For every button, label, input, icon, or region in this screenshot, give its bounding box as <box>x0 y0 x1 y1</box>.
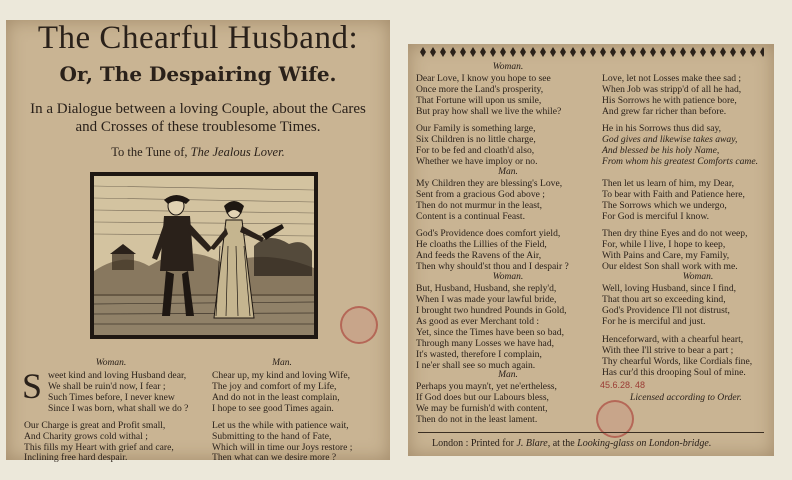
woman-verse-2-line-4: Inclining free hard despair. <box>24 452 128 463</box>
drop-cap: S <box>22 366 43 406</box>
imprint-prefix: London : Printed for <box>432 438 514 449</box>
col2-s5-line-2: That thou art so exceeding kind, <box>602 294 726 305</box>
col1-s5-line-2: When I was made your lawful bride, <box>416 294 557 305</box>
col1-s4-line-3: And feeds the Ravens of the Air, <box>416 250 542 261</box>
shelfmark-annotation: 45.6.28. 48 <box>600 380 646 390</box>
col1-s6-line-2: If God does but our Labours bless, <box>416 392 549 403</box>
col1-speaker-man-2: Man. <box>498 370 518 380</box>
col1-s3-line-2: Sent from a gracious God above ; <box>416 189 545 200</box>
col2-s1-line-2: When Job was stripp'd of all he had, <box>602 84 742 95</box>
broadside-left-sheet <box>6 20 390 463</box>
col1-s4-line-4: Then why should'st thou and I despair ? <box>416 261 569 272</box>
col1-s6-line-3: We may be furnish'd with content, <box>416 403 548 414</box>
col2-s4-line-3: With Pains and Care, my Family, <box>602 250 730 261</box>
man-verse-2-line-3: Which will in time our Joys restore ; <box>212 442 353 453</box>
broadside-right-sheet <box>408 44 774 456</box>
imprint-shop: Looking-glass <box>577 438 634 449</box>
col1-s5-line-5: Yet, since the Times have been so bad, <box>416 327 564 338</box>
col1-s4-line-2: He cloaths the Lillies of the Field, <box>416 239 547 250</box>
col2-s3-line-3: The Sorrows which we undergo, <box>602 200 727 211</box>
col1-s5-line-7: It's wasted, therefore I complain, <box>416 349 542 360</box>
imprint-suffix: on London-bridge. <box>636 438 712 449</box>
woman-verse-1-line-4: Since I was born, what shall we do ? <box>48 403 189 414</box>
col1-s3-line-3: Then do not murmur in the least, <box>416 200 543 211</box>
tune-line <box>6 145 390 160</box>
col2-s5-line-1: Well, loving Husband, since I find, <box>602 283 737 294</box>
col1-s6-line-1: Perhaps you mayn't, yet ne'ertheless, <box>416 381 557 392</box>
col2-s6-line-3: Thy chearful Words, like Cordials fine, <box>602 356 753 367</box>
ballad-title: The Chearful Husband: <box>37 20 359 56</box>
col1-s5-line-4: As good as ever Merchant told : <box>416 316 540 327</box>
man-verse-1-line-1: Chear up, my kind and loving Wife, <box>212 370 350 381</box>
col1-s3-line-1: My Children they are blessing's Love, <box>416 178 563 189</box>
woman-verse-2-line-2: And Charity grows cold withal ; <box>24 431 148 442</box>
woman-verse-2-line-3: This fills my Heart with grief and care, <box>24 442 174 453</box>
col2-s1-line-1: Love, let not Losses make thee sad ; <box>602 73 742 84</box>
ballad-subtitle: Or, The Despairing Wife. <box>59 62 337 86</box>
col2-s6-line-2: With thee I'll strive to bear a part ; <box>602 345 734 356</box>
description-line-1: In a Dialogue between a loving Couple, about the Cares <box>30 101 366 117</box>
col2-s1-line-4: And grew far richer than before. <box>602 106 727 117</box>
tune-prefix: To the Tune of, <box>111 145 188 159</box>
col1-s2-line-2: Six Children is no little charge, <box>416 134 536 145</box>
col1-speaker-man-1: Man. <box>498 167 518 177</box>
col2-s1-line-3: His Sorrows he with patience bore, <box>602 95 737 106</box>
col1-s5-line-6: Through many Losses we have had, <box>416 338 555 349</box>
man-verse-1-line-2: The joy and comfort of my Life, <box>212 381 337 392</box>
col2-s3-line-2: To bear with Faith and Patience here, <box>602 189 745 200</box>
col1-s2-line-1: Our Family is something large, <box>416 123 536 134</box>
man-verse-2-line-2: Submitting to the hand of Fate, <box>212 431 332 442</box>
col2-s5-line-3: God's Providence I'll not distrust, <box>602 305 730 316</box>
col2-s5-line-4: For he is merciful and just. <box>602 316 706 327</box>
col2-s3-line-4: For God is merciful I know. <box>602 211 710 222</box>
col2-s3-line-1: Then let us learn of him, my Dear, <box>602 178 735 189</box>
col2-s4-line-4: Our eldest Son shall work with me. <box>602 261 738 272</box>
col1-s4-line-1: God's Providence does comfort yield, <box>416 228 561 239</box>
tune-name: The Jealous Lover. <box>190 145 285 159</box>
col2-s6-line-1: Henceforward, with a chearful heart, <box>602 334 744 345</box>
ornamental-border <box>418 46 764 58</box>
col1-speaker-woman-2: Woman. <box>492 272 524 282</box>
fleuron-border-icon <box>418 46 764 58</box>
woman-verse-2-line-1: Our Charge is great and Profit small, <box>24 420 166 431</box>
library-stamp <box>340 306 378 344</box>
man-verse-1-line-3: And do not in the least complain, <box>212 392 340 403</box>
woman-verse-1-line-1: weet kind and loving Husband dear, <box>48 370 187 381</box>
col1-s1-line-1: Dear Love, I know you hope to see <box>416 73 551 84</box>
man-verse-2-line-4: Then what can we desire more ? <box>212 452 337 463</box>
col2-s2-line-3: And blessed be his holy Name, <box>602 145 720 156</box>
speaker-woman-label: Woman. <box>95 358 127 368</box>
col1-s5-line-3: I brought two hundred Pounds in Gold, <box>416 305 567 316</box>
col1-s2-line-4: Whether we have imploy or no. <box>416 156 538 167</box>
speaker-man-label: Man. <box>272 358 292 368</box>
col2-s6-line-4: Has cur'd this drooping Soul of mine. <box>602 367 746 378</box>
col1-s1-line-2: Once more the Land's prosperity, <box>416 84 544 95</box>
col1-s3-line-4: Content is a continual Feast. <box>416 211 525 222</box>
col1-s1-line-4: But pray how shall we live the while? <box>416 106 562 117</box>
col2-speaker-woman: Woman. <box>682 272 714 282</box>
col1-speaker-woman-1: Woman. <box>492 62 524 72</box>
col2-s2-line-2: God gives and likewise takes away, <box>602 134 738 145</box>
woman-verse-1-line-3: Such Times before, I never knew <box>48 392 175 403</box>
col1-s6-line-4: Then do not in the least lament. <box>416 414 538 425</box>
imprint-mid: at the <box>552 438 575 449</box>
col2-s2-line-1: He in his Sorrows thus did say, <box>602 123 722 134</box>
woodcut-couple-image <box>94 176 314 335</box>
col1-s5-line-1: But, Husband, Husband, she reply'd, <box>416 283 557 294</box>
description-line-2: and Crosses of these troublesome Times. <box>75 119 321 135</box>
col2-s2-line-4: From whom his greatest Comforts came. <box>602 156 758 167</box>
licensed-line: Licensed according to Order. <box>630 392 742 403</box>
imprint-rule <box>418 432 764 433</box>
imprint-publisher: J. Blare, <box>516 438 551 449</box>
woodcut-illustration <box>90 172 318 339</box>
col1-s1-line-3: That Fortune will upon us smile, <box>416 95 542 106</box>
col1-s5-line-8: I ne'er shall see so much again. <box>416 360 536 371</box>
col2-s4-line-2: For, while I live, I hope to keep, <box>602 239 726 250</box>
col1-s2-line-3: For to be fed and cloath'd also, <box>416 145 535 156</box>
man-verse-2-line-1: Let us the while with patience wait, <box>212 420 349 431</box>
woman-verse-1-line-2: We shall be ruin'd now, I fear ; <box>48 381 166 392</box>
col2-s4-line-1: Then dry thine Eyes and do not weep, <box>602 228 748 239</box>
man-verse-1-line-4: I hope to see good Times again. <box>212 403 334 414</box>
imprint-line <box>432 438 711 449</box>
